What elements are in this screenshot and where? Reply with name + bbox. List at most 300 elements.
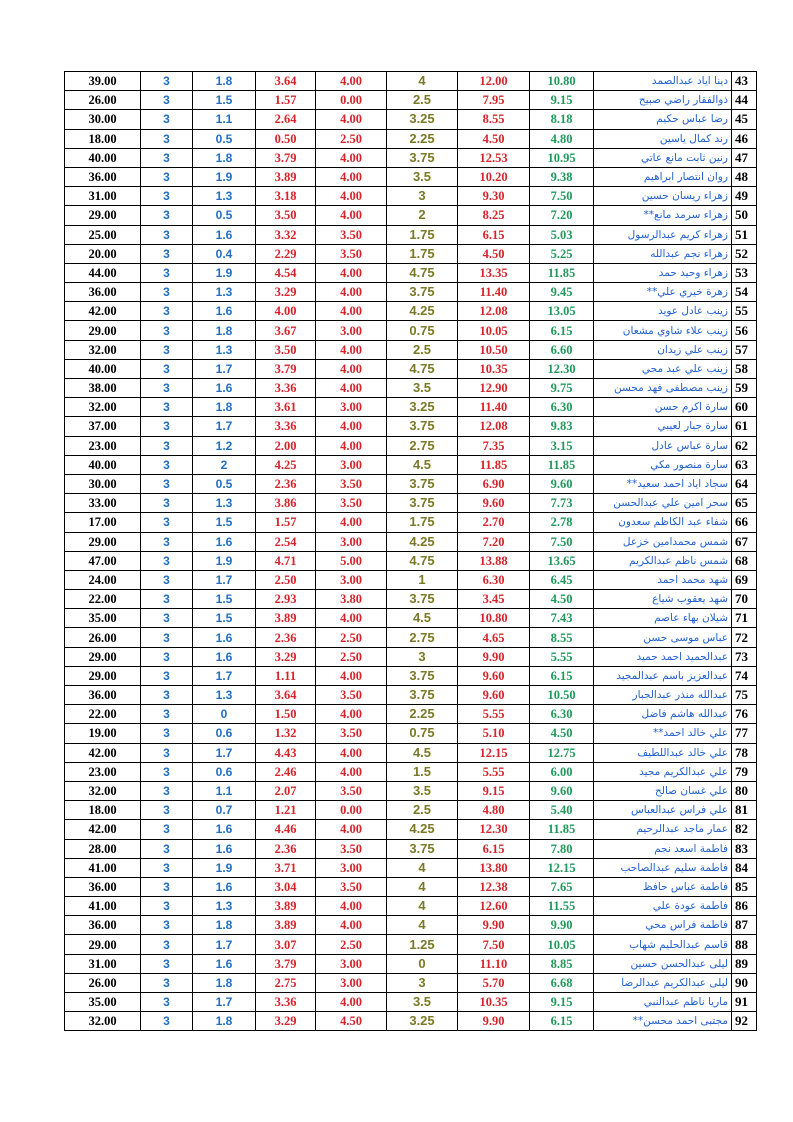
score-4-cell: 0.75	[387, 724, 458, 743]
score-1-cell: 1.9	[193, 263, 256, 282]
score-2-cell: 3.07	[256, 935, 316, 954]
total-cell: 29.00	[65, 647, 141, 666]
score-2-cell: 3.89	[256, 916, 316, 935]
score-3-cell: 3.00	[316, 973, 387, 992]
score-3-cell: 4.00	[316, 436, 387, 455]
score-4-cell: 3.25	[387, 398, 458, 417]
score-3-cell: 4.00	[316, 359, 387, 378]
score-2-cell: 3.29	[256, 1012, 316, 1031]
row-number-cell: 60	[732, 398, 757, 417]
score-3-cell: 4.00	[316, 513, 387, 532]
score-2-cell: 1.32	[256, 724, 316, 743]
units-cell: 3	[141, 513, 193, 532]
student-name-cell: شمس محمدامين خزعل	[594, 532, 732, 551]
score-5-cell: 7.20	[458, 532, 530, 551]
row-number-cell: 91	[732, 993, 757, 1012]
student-name-cell: رند كمال ياسين	[594, 129, 732, 148]
score-2-cell: 2.54	[256, 532, 316, 551]
table-row	[65, 455, 757, 474]
units-cell: 3	[141, 532, 193, 551]
score-3-cell: 3.50	[316, 781, 387, 800]
score-5-cell: 13.80	[458, 858, 530, 877]
units-cell: 3	[141, 820, 193, 839]
total-cell: 29.00	[65, 206, 141, 225]
table-row	[65, 820, 757, 839]
score-3-cell: 4.00	[316, 167, 387, 186]
score-3-cell: 4.50	[316, 1012, 387, 1031]
score-6-cell: 9.60	[530, 781, 594, 800]
score-5-cell: 11.85	[458, 455, 530, 474]
score-1-cell: 1.2	[193, 436, 256, 455]
score-2-cell: 3.89	[256, 609, 316, 628]
score-4-cell: 4.75	[387, 263, 458, 282]
score-4-cell: 4	[387, 897, 458, 916]
units-cell: 3	[141, 954, 193, 973]
score-6-cell: 6.45	[530, 570, 594, 589]
score-2-cell: 4.00	[256, 302, 316, 321]
row-number-cell: 83	[732, 839, 757, 858]
row-number-cell: 50	[732, 206, 757, 225]
score-6-cell: 6.15	[530, 1012, 594, 1031]
score-2-cell: 3.29	[256, 283, 316, 302]
score-6-cell: 10.50	[530, 686, 594, 705]
score-2-cell: 3.64	[256, 686, 316, 705]
score-1-cell: 1.3	[193, 686, 256, 705]
score-4-cell: 4.5	[387, 455, 458, 474]
score-4-cell: 4	[387, 858, 458, 877]
score-3-cell: 3.50	[316, 474, 387, 493]
score-1-cell: 1.8	[193, 916, 256, 935]
table-row	[65, 1012, 757, 1031]
units-cell: 3	[141, 72, 193, 91]
score-6-cell: 11.85	[530, 820, 594, 839]
total-cell: 42.00	[65, 743, 141, 762]
score-1-cell: 2	[193, 455, 256, 474]
score-1-cell: 1.6	[193, 839, 256, 858]
score-6-cell: 5.55	[530, 647, 594, 666]
total-cell: 37.00	[65, 417, 141, 436]
student-name-cell: ليلى عبدالحسن حسين	[594, 954, 732, 973]
score-6-cell: 12.75	[530, 743, 594, 762]
score-1-cell: 1.8	[193, 148, 256, 167]
score-5-cell: 11.40	[458, 398, 530, 417]
units-cell: 3	[141, 762, 193, 781]
units-cell: 3	[141, 340, 193, 359]
score-5-cell: 2.70	[458, 513, 530, 532]
score-2-cell: 3.86	[256, 494, 316, 513]
score-3-cell: 4.00	[316, 993, 387, 1012]
row-number-cell: 73	[732, 647, 757, 666]
score-2-cell: 2.50	[256, 570, 316, 589]
score-3-cell: 3.00	[316, 570, 387, 589]
student-name-cell: شمس ناظم عبدالكريم	[594, 551, 732, 570]
score-1-cell: 1.8	[193, 1012, 256, 1031]
score-6-cell: 6.60	[530, 340, 594, 359]
table-row	[65, 398, 757, 417]
score-6-cell: 6.00	[530, 762, 594, 781]
score-5-cell: 13.35	[458, 263, 530, 282]
score-3-cell: 3.50	[316, 724, 387, 743]
score-6-cell: 9.15	[530, 91, 594, 110]
score-2-cell: 3.89	[256, 167, 316, 186]
score-4-cell: 3.75	[387, 494, 458, 513]
score-2-cell: 2.46	[256, 762, 316, 781]
score-3-cell: 3.50	[316, 225, 387, 244]
score-6-cell: 8.55	[530, 628, 594, 647]
score-2-cell: 3.50	[256, 340, 316, 359]
score-4-cell: 4.25	[387, 302, 458, 321]
score-1-cell: 1.7	[193, 935, 256, 954]
score-6-cell: 4.50	[530, 724, 594, 743]
row-number-cell: 54	[732, 283, 757, 302]
score-4-cell: 4.25	[387, 532, 458, 551]
score-5-cell: 11.40	[458, 283, 530, 302]
score-5-cell: 5.55	[458, 705, 530, 724]
score-2-cell: 4.43	[256, 743, 316, 762]
score-4-cell: 1	[387, 570, 458, 589]
table-row	[65, 628, 757, 647]
units-cell: 3	[141, 359, 193, 378]
score-1-cell: 1.7	[193, 570, 256, 589]
student-name-cell: سارة عباس عادل	[594, 436, 732, 455]
score-3-cell: 4.00	[316, 897, 387, 916]
row-number-cell: 78	[732, 743, 757, 762]
row-number-cell: 57	[732, 340, 757, 359]
score-2-cell: 1.21	[256, 801, 316, 820]
row-number-cell: 43	[732, 72, 757, 91]
score-4-cell: 3.25	[387, 110, 458, 129]
score-6-cell: 11.85	[530, 263, 594, 282]
student-name-cell: فاطمة سليم عبدالصاحب	[594, 858, 732, 877]
student-name-cell: علي خالد احمد**	[594, 724, 732, 743]
score-3-cell: 2.50	[316, 935, 387, 954]
score-3-cell: 2.50	[316, 647, 387, 666]
score-4-cell: 1.75	[387, 513, 458, 532]
score-5-cell: 4.50	[458, 244, 530, 263]
score-4-cell: 3.75	[387, 148, 458, 167]
total-cell: 19.00	[65, 724, 141, 743]
total-cell: 32.00	[65, 1012, 141, 1031]
units-cell: 3	[141, 91, 193, 110]
row-number-cell: 92	[732, 1012, 757, 1031]
score-2-cell: 2.00	[256, 436, 316, 455]
total-cell: 33.00	[65, 494, 141, 513]
student-name-cell: زينب مصطفى فهد محسن	[594, 379, 732, 398]
row-number-cell: 49	[732, 187, 757, 206]
student-name-cell: زينب علي زيدان	[594, 340, 732, 359]
units-cell: 3	[141, 590, 193, 609]
score-1-cell: 0.5	[193, 129, 256, 148]
score-2-cell: 2.36	[256, 628, 316, 647]
units-cell: 3	[141, 781, 193, 800]
score-6-cell: 13.05	[530, 302, 594, 321]
score-6-cell: 11.55	[530, 897, 594, 916]
total-cell: 41.00	[65, 858, 141, 877]
table-row	[65, 551, 757, 570]
score-3-cell: 3.00	[316, 532, 387, 551]
row-number-cell: 51	[732, 225, 757, 244]
student-name-cell: عباس موسى حسن	[594, 628, 732, 647]
total-cell: 18.00	[65, 129, 141, 148]
score-6-cell: 7.20	[530, 206, 594, 225]
total-cell: 44.00	[65, 263, 141, 282]
score-5-cell: 11.10	[458, 954, 530, 973]
score-4-cell: 2	[387, 206, 458, 225]
student-name-cell: زينب عادل عويد	[594, 302, 732, 321]
units-cell: 3	[141, 244, 193, 263]
score-3-cell: 4.00	[316, 187, 387, 206]
score-3-cell: 0.00	[316, 801, 387, 820]
score-5-cell: 8.55	[458, 110, 530, 129]
score-1-cell: 1.6	[193, 647, 256, 666]
units-cell: 3	[141, 110, 193, 129]
student-name-cell: فاطمة اسعد نجم	[594, 839, 732, 858]
score-2-cell: 3.64	[256, 72, 316, 91]
units-cell: 3	[141, 263, 193, 282]
score-4-cell: 0	[387, 954, 458, 973]
score-2-cell: 1.57	[256, 91, 316, 110]
total-cell: 47.00	[65, 551, 141, 570]
total-cell: 29.00	[65, 666, 141, 685]
total-cell: 32.00	[65, 781, 141, 800]
student-name-cell: زهراء وحيد حمد	[594, 263, 732, 282]
score-5-cell: 7.95	[458, 91, 530, 110]
score-1-cell: 1.1	[193, 781, 256, 800]
score-2-cell: 3.36	[256, 417, 316, 436]
table-row	[65, 167, 757, 186]
score-4-cell: 3.75	[387, 666, 458, 685]
table-row	[65, 513, 757, 532]
score-1-cell: 1.8	[193, 398, 256, 417]
units-cell: 3	[141, 436, 193, 455]
units-cell: 3	[141, 705, 193, 724]
units-cell: 3	[141, 993, 193, 1012]
total-cell: 35.00	[65, 609, 141, 628]
row-number-cell: 53	[732, 263, 757, 282]
total-cell: 36.00	[65, 167, 141, 186]
units-cell: 3	[141, 302, 193, 321]
score-1-cell: 1.5	[193, 91, 256, 110]
total-cell: 31.00	[65, 954, 141, 973]
table-row	[65, 762, 757, 781]
table-row	[65, 148, 757, 167]
row-number-cell: 72	[732, 628, 757, 647]
row-number-cell: 70	[732, 590, 757, 609]
table-row	[65, 263, 757, 282]
total-cell: 22.00	[65, 590, 141, 609]
table-row	[65, 302, 757, 321]
table-row	[65, 743, 757, 762]
score-1-cell: 1.3	[193, 340, 256, 359]
table-row	[65, 609, 757, 628]
row-number-cell: 81	[732, 801, 757, 820]
score-5-cell: 4.65	[458, 628, 530, 647]
score-4-cell: 1.75	[387, 225, 458, 244]
row-number-cell: 84	[732, 858, 757, 877]
student-name-cell: علي فراس عبدالعباس	[594, 801, 732, 820]
score-5-cell: 10.35	[458, 359, 530, 378]
score-1-cell: 1.7	[193, 666, 256, 685]
student-name-cell: سارة جبار لعيبي	[594, 417, 732, 436]
score-4-cell: 2.75	[387, 436, 458, 455]
score-3-cell: 3.00	[316, 858, 387, 877]
score-6-cell: 6.15	[530, 321, 594, 340]
score-4-cell: 3.25	[387, 1012, 458, 1031]
row-number-cell: 90	[732, 973, 757, 992]
score-3-cell: 3.00	[316, 455, 387, 474]
score-6-cell: 12.15	[530, 858, 594, 877]
score-6-cell: 2.78	[530, 513, 594, 532]
table-row	[65, 129, 757, 148]
units-cell: 3	[141, 973, 193, 992]
score-4-cell: 4	[387, 877, 458, 896]
score-2-cell: 0.50	[256, 129, 316, 148]
units-cell: 3	[141, 839, 193, 858]
student-name-cell: عبدالعزيز باسم عبدالمجيد	[594, 666, 732, 685]
score-2-cell: 1.50	[256, 705, 316, 724]
units-cell: 3	[141, 206, 193, 225]
total-cell: 32.00	[65, 398, 141, 417]
score-3-cell: 4.00	[316, 263, 387, 282]
score-2-cell: 4.46	[256, 820, 316, 839]
units-cell: 3	[141, 417, 193, 436]
score-5-cell: 12.53	[458, 148, 530, 167]
table-row	[65, 877, 757, 896]
score-4-cell: 2.75	[387, 628, 458, 647]
table-row	[65, 532, 757, 551]
score-1-cell: 1.6	[193, 877, 256, 896]
score-5-cell: 10.20	[458, 167, 530, 186]
total-cell: 35.00	[65, 993, 141, 1012]
score-3-cell: 4.00	[316, 110, 387, 129]
score-6-cell: 10.80	[530, 72, 594, 91]
score-3-cell: 3.00	[316, 321, 387, 340]
row-number-cell: 64	[732, 474, 757, 493]
units-cell: 3	[141, 916, 193, 935]
units-cell: 3	[141, 1012, 193, 1031]
score-5-cell: 5.10	[458, 724, 530, 743]
table-row	[65, 91, 757, 110]
table-row	[65, 781, 757, 800]
units-cell: 3	[141, 686, 193, 705]
table-row	[65, 110, 757, 129]
score-5-cell: 9.90	[458, 916, 530, 935]
row-number-cell: 86	[732, 897, 757, 916]
score-3-cell: 4.00	[316, 148, 387, 167]
score-4-cell: 3.5	[387, 379, 458, 398]
score-6-cell: 6.30	[530, 705, 594, 724]
score-4-cell: 2.25	[387, 129, 458, 148]
score-6-cell: 9.38	[530, 167, 594, 186]
units-cell: 3	[141, 877, 193, 896]
row-number-cell: 66	[732, 513, 757, 532]
row-number-cell: 71	[732, 609, 757, 628]
student-name-cell: ليلى عبدالكريم عبدالرضا	[594, 973, 732, 992]
total-cell: 26.00	[65, 973, 141, 992]
student-name-cell: زهراء نجم عبدالله	[594, 244, 732, 263]
score-1-cell: 1.6	[193, 302, 256, 321]
score-6-cell: 7.50	[530, 532, 594, 551]
total-cell: 40.00	[65, 359, 141, 378]
score-5-cell: 4.50	[458, 129, 530, 148]
total-cell: 31.00	[65, 187, 141, 206]
score-2-cell: 3.79	[256, 148, 316, 167]
table-row	[65, 686, 757, 705]
student-name-cell: زينب علي عبد محي	[594, 359, 732, 378]
score-1-cell: 1.6	[193, 820, 256, 839]
score-2-cell: 3.71	[256, 858, 316, 877]
score-2-cell: 3.67	[256, 321, 316, 340]
score-6-cell: 4.80	[530, 129, 594, 148]
score-2-cell: 2.75	[256, 973, 316, 992]
score-4-cell: 4	[387, 916, 458, 935]
score-5-cell: 12.15	[458, 743, 530, 762]
row-number-cell: 89	[732, 954, 757, 973]
table-row	[65, 858, 757, 877]
table-row	[65, 935, 757, 954]
units-cell: 3	[141, 321, 193, 340]
score-4-cell: 2.5	[387, 801, 458, 820]
total-cell: 29.00	[65, 935, 141, 954]
student-name-cell: رضا عباس حكيم	[594, 110, 732, 129]
student-name-cell: زينب علاء شاوي مشعان	[594, 321, 732, 340]
row-number-cell: 77	[732, 724, 757, 743]
score-6-cell: 11.85	[530, 455, 594, 474]
total-cell: 36.00	[65, 877, 141, 896]
total-cell: 30.00	[65, 110, 141, 129]
total-cell: 18.00	[65, 801, 141, 820]
score-3-cell: 4.00	[316, 206, 387, 225]
student-name-cell: سحر امين علي عبدالحسن	[594, 494, 732, 513]
score-6-cell: 7.43	[530, 609, 594, 628]
total-cell: 26.00	[65, 628, 141, 647]
total-cell: 36.00	[65, 916, 141, 935]
score-5-cell: 12.90	[458, 379, 530, 398]
score-2-cell: 3.32	[256, 225, 316, 244]
student-name-cell: زهراء سرمد مانع**	[594, 206, 732, 225]
student-name-cell: سارة اكرم حسن	[594, 398, 732, 417]
student-name-cell: زهرة خيري علي**	[594, 283, 732, 302]
score-6-cell: 10.05	[530, 935, 594, 954]
student-name-cell: سجاد اياد احمد سعيد**	[594, 474, 732, 493]
score-2-cell: 1.57	[256, 513, 316, 532]
score-1-cell: 1.3	[193, 897, 256, 916]
units-cell: 3	[141, 455, 193, 474]
table-row	[65, 474, 757, 493]
score-5-cell: 3.45	[458, 590, 530, 609]
table-row	[65, 801, 757, 820]
score-1-cell: 1.9	[193, 167, 256, 186]
score-5-cell: 12.00	[458, 72, 530, 91]
row-number-cell: 59	[732, 379, 757, 398]
table-row	[65, 705, 757, 724]
score-1-cell: 1.5	[193, 590, 256, 609]
score-1-cell: 1.3	[193, 187, 256, 206]
student-name-cell: عبدالله منذر عبدالجبار	[594, 686, 732, 705]
score-3-cell: 0.00	[316, 91, 387, 110]
score-3-cell: 3.50	[316, 686, 387, 705]
row-number-cell: 75	[732, 686, 757, 705]
score-3-cell: 3.50	[316, 877, 387, 896]
grades-table	[64, 71, 757, 1031]
score-2-cell: 2.64	[256, 110, 316, 129]
score-1-cell: 1.8	[193, 72, 256, 91]
student-name-cell: شهد يعقوب شياع	[594, 590, 732, 609]
score-5-cell: 7.50	[458, 935, 530, 954]
table-row	[65, 359, 757, 378]
score-5-cell: 9.90	[458, 1012, 530, 1031]
score-2-cell: 3.61	[256, 398, 316, 417]
